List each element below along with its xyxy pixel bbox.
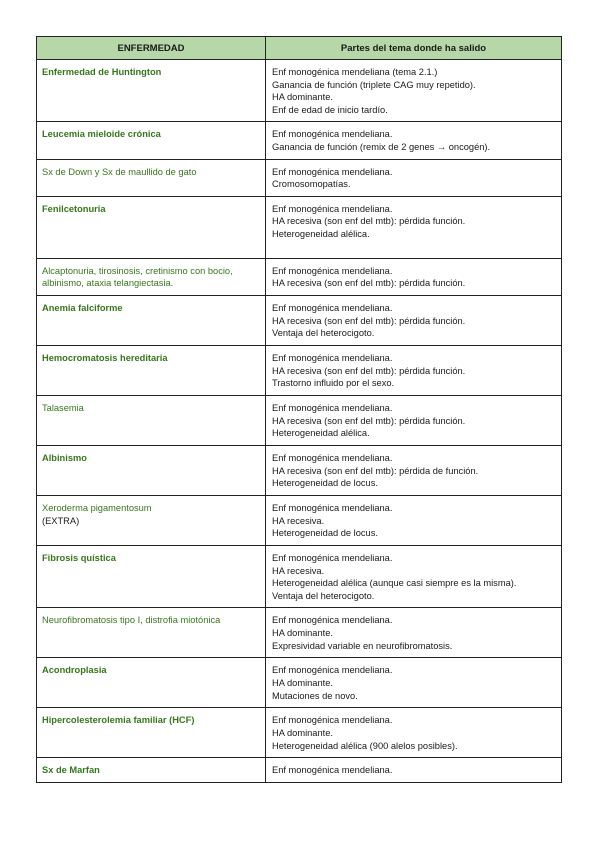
parts-line: Ventaja del heterocigoto. — [272, 590, 375, 601]
parts-line: Ventaja del heterocigoto. — [272, 328, 375, 339]
parts-line: Enf monogénica mendeliana. — [272, 452, 393, 463]
disease-table — [36, 36, 562, 783]
disease-name: Sx de Down y Sx de maullido de gato — [42, 166, 197, 177]
parts-cell — [266, 708, 562, 758]
header-row — [37, 37, 562, 60]
parts-line: Enf monogénica mendeliana. — [272, 203, 393, 214]
disease-cell — [37, 258, 266, 295]
disease-cell — [37, 159, 266, 196]
disease-cell — [37, 445, 266, 495]
parts-line: Ganancia de función (remix de 2 genes → oncogén). — [272, 141, 491, 152]
parts-line: Enf monogénica mendeliana. — [272, 765, 393, 776]
parts-line: HA recesiva (son enf del mtb): pérdida de función. — [272, 465, 479, 476]
parts-line: Expresividad variable en neurofibromatosis. — [272, 640, 453, 651]
disease-name: Neurofibromatosis tipo I, distrofia miotónica — [42, 615, 221, 626]
disease-cell — [37, 395, 266, 445]
table-row — [37, 608, 562, 658]
parts-line: HA dominante. — [272, 727, 333, 738]
parts-line: Heterogeneidad alélica (aunque casi siempre es la misma). — [272, 578, 517, 589]
disease-name: Hipercolesterolemia familiar (HCF) — [42, 715, 195, 726]
parts-line: HA recesiva (son enf del mtb): pérdida función. — [272, 415, 466, 426]
disease-cell — [37, 658, 266, 708]
parts-line: Heterogeneidad alélica. — [272, 228, 370, 239]
parts-line: Enf monogénica mendeliana. — [272, 352, 393, 363]
disease-name: Albinismo — [42, 452, 87, 463]
table-row — [37, 258, 562, 295]
disease-cell — [37, 295, 266, 345]
parts-line: Enf monogénica mendeliana. — [272, 665, 393, 676]
parts-line: HA recesiva (son enf del mtb): pérdida función. — [272, 365, 466, 376]
disease-cell — [37, 196, 266, 258]
parts-cell — [266, 658, 562, 708]
table-row — [37, 445, 562, 495]
parts-cell — [266, 608, 562, 658]
parts-cell — [266, 159, 562, 196]
table-row — [37, 159, 562, 196]
parts-line: Enf monogénica mendeliana. — [272, 715, 393, 726]
table-row — [37, 708, 562, 758]
disease-cell — [37, 60, 266, 122]
table-row — [37, 60, 562, 122]
table-body — [37, 60, 562, 783]
parts-cell — [266, 395, 562, 445]
disease-name: Alcaptonuria, tirosinosis, cretinismo con bocio, albinismo, ataxia telangiectasia. — [42, 265, 233, 289]
disease-name: Hemocromatosis hereditaria — [42, 352, 168, 363]
table-row — [37, 658, 562, 708]
parts-line: Enf monogénica mendeliana. — [272, 265, 393, 276]
table-row — [37, 295, 562, 345]
disease-name: Xeroderma pigamentosum — [42, 502, 152, 513]
parts-cell — [266, 495, 562, 545]
parts-cell — [266, 196, 562, 258]
disease-name: Fibrosis quística — [42, 552, 116, 563]
parts-line: Heterogeneidad de locus. — [272, 528, 378, 539]
parts-line: Mutaciones de novo. — [272, 690, 358, 701]
table-row — [37, 495, 562, 545]
disease-name: Talasemia — [42, 402, 84, 413]
parts-line: Enf monogénica mendeliana. — [272, 302, 393, 313]
parts-line: Heterogeneidad alélica. — [272, 428, 370, 439]
parts-line: Enf monogénica mendeliana. — [272, 552, 393, 563]
parts-cell — [266, 545, 562, 607]
parts-line: Enf de edad de inicio tardío. — [272, 104, 388, 115]
parts-line: HA dominante. — [272, 92, 333, 103]
disease-name: Acondroplasia — [42, 665, 107, 676]
parts-line: Enf monogénica mendeliana. — [272, 615, 393, 626]
parts-line: Enf monogénica mendeliana (tema 2.1.) — [272, 67, 438, 77]
parts-cell — [266, 445, 562, 495]
disease-cell — [37, 122, 266, 159]
parts-cell — [266, 345, 562, 395]
table-row — [37, 122, 562, 159]
disease-cell — [37, 345, 266, 395]
parts-line: Enf monogénica mendeliana. — [272, 402, 393, 413]
parts-line: Cromosomopatías. — [272, 179, 351, 190]
parts-cell — [266, 758, 562, 783]
parts-line: HA recesiva (son enf del mtb): pérdida función. — [272, 278, 466, 289]
header-disease: ENFERMEDAD — [37, 37, 266, 60]
parts-line: Ganancia de función (triplete CAG muy repetido). — [272, 79, 476, 90]
parts-cell — [266, 122, 562, 159]
disease-cell — [37, 545, 266, 607]
parts-cell — [266, 295, 562, 345]
parts-line: Heterogeneidad de locus. — [272, 478, 378, 489]
parts-line: HA recesiva (son enf del mtb): pérdida función. — [272, 315, 466, 326]
parts-line: HA recesiva (son enf del mtb): pérdida función. — [272, 216, 466, 227]
table-row — [37, 196, 562, 258]
parts-line: Heterogeneidad alélica (900 alelos posibles). — [272, 740, 458, 751]
disease-cell — [37, 708, 266, 758]
disease-name: Enfermedad de Huntington — [42, 67, 162, 77]
parts-line: HA recesiva. — [272, 515, 325, 526]
disease-name: Leucemia mieloide crónica — [42, 129, 161, 140]
disease-cell — [37, 758, 266, 783]
disease-name: Anemia falciforme — [42, 302, 123, 313]
header-parts: Partes del tema donde ha salido — [266, 37, 562, 60]
table-row — [37, 545, 562, 607]
disease-cell — [37, 608, 266, 658]
parts-line: Enf monogénica mendeliana. — [272, 129, 393, 140]
table-row — [37, 758, 562, 783]
parts-line: Enf monogénica mendeliana. — [272, 502, 393, 513]
parts-line: HA dominante. — [272, 677, 333, 688]
table-row — [37, 395, 562, 445]
parts-line: HA recesiva. — [272, 565, 325, 576]
table-row — [37, 345, 562, 395]
disease-cell — [37, 495, 266, 545]
parts-cell — [266, 60, 562, 122]
parts-line: HA dominante. — [272, 627, 333, 638]
disease-name: Fenilcetonuria — [42, 203, 106, 214]
parts-cell — [266, 258, 562, 295]
parts-line: Trastorno influido por el sexo. — [272, 378, 395, 389]
disease-name: Sx de Marfan — [42, 765, 100, 776]
disease-extra-note: (EXTRA) — [42, 515, 80, 526]
parts-line: Enf monogénica mendeliana. — [272, 166, 393, 177]
